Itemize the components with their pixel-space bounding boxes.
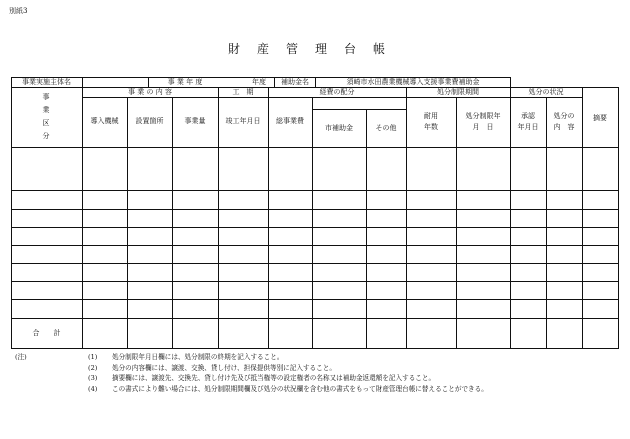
- note-number: (4): [88, 384, 98, 393]
- col-line-1: [82, 87, 83, 349]
- col-line-4: [218, 87, 219, 349]
- notes-head: (注): [15, 353, 27, 361]
- content-machine-header: 導入機械: [90, 117, 119, 125]
- limit-group-header: 処分制限期間: [437, 88, 479, 96]
- table-border-bottom: [11, 348, 619, 349]
- col-line-2: [127, 97, 128, 349]
- content-amount-header: 事業量: [184, 117, 206, 125]
- col-line-6: [312, 97, 313, 349]
- fiscal-year-suffix: 年度: [252, 78, 266, 86]
- status-approve-header-1: 承認: [521, 112, 535, 120]
- subsidy-label: 補助金名: [281, 78, 309, 86]
- content-place-header: 設置箇所: [135, 117, 164, 125]
- col-line-7: [366, 109, 367, 349]
- note-number: (2): [88, 363, 98, 372]
- cost-split-line: [312, 109, 406, 110]
- row-line-1: [11, 190, 619, 191]
- col-line-5: [268, 87, 269, 349]
- note-text: 処分制限年月日欄には、処分制限の終期を記入すること。: [112, 353, 284, 361]
- page-title: 財産管理台帳: [227, 42, 402, 56]
- cost-other-header: その他: [375, 124, 397, 132]
- cost-group-header: 経費の配分: [319, 88, 355, 96]
- fiscal-year-label: 事 業 年 度: [167, 78, 203, 86]
- note-number: (1): [88, 353, 98, 361]
- status-approve-header-2: 年月日: [517, 123, 539, 131]
- table-border-left: [11, 77, 12, 349]
- group-header-line: [82, 97, 582, 98]
- row-line-7: [11, 299, 619, 300]
- page-label: 別紙3: [9, 7, 28, 15]
- row-line-6: [11, 281, 619, 282]
- col-line-3: [172, 97, 173, 349]
- row-line-3: [11, 227, 619, 228]
- note-text: この書式により難い場合には、処分制限期間欄及び処分の状況欄を含む他の書式をもって財産管理台帳に替えることができる。: [112, 384, 488, 393]
- col-line-12: [582, 87, 583, 349]
- note-text: 摘要欄には、譲渡先、交換先、貸し付け先及び抵当権等の設定権者の名称又は補助金返還額を記入すること。: [112, 374, 436, 382]
- col-line-9: [456, 97, 457, 349]
- period-done-header: 竣工年月日: [225, 117, 261, 125]
- row-line-8: [11, 318, 619, 319]
- col-line-11: [546, 97, 547, 349]
- subsidy-name: 須崎市水田農業機械導入支援事業費補助金: [346, 78, 480, 86]
- row-line-5: [11, 263, 619, 264]
- total-label: 合 計: [32, 329, 61, 337]
- operator-label: 事業実施主体名: [22, 78, 71, 86]
- status-group-header: 処分の状況: [528, 88, 564, 96]
- row-line-2: [11, 209, 619, 210]
- header-bottom-line: [11, 147, 619, 148]
- cost-city-header: 市補助金: [325, 124, 353, 132]
- remarks-header: 摘要: [593, 114, 607, 122]
- period-group-header: 工 期: [232, 88, 254, 96]
- note-number: (3): [88, 374, 98, 382]
- status-content-header-2: 内 容: [553, 123, 575, 131]
- limit-years-header-1: 耐用: [424, 112, 438, 120]
- limit-years-header-2: 年数: [424, 123, 438, 131]
- category-header: 事 業 区 分: [42, 93, 50, 140]
- table-border-right: [618, 87, 619, 349]
- row-line-4: [11, 245, 619, 246]
- note-text: 処分の内容欄には、譲渡、交換、貸し付け、担保提供等別に記入すること。: [112, 363, 336, 372]
- cost-total-header: 総事業費: [276, 117, 304, 125]
- content-group-header: 事 業 の 内 容: [128, 88, 172, 96]
- status-content-header-1: 処分の: [553, 112, 575, 120]
- limit-date-header-2: 月 日: [472, 123, 494, 131]
- limit-date-header-1: 処分制限年: [465, 112, 501, 120]
